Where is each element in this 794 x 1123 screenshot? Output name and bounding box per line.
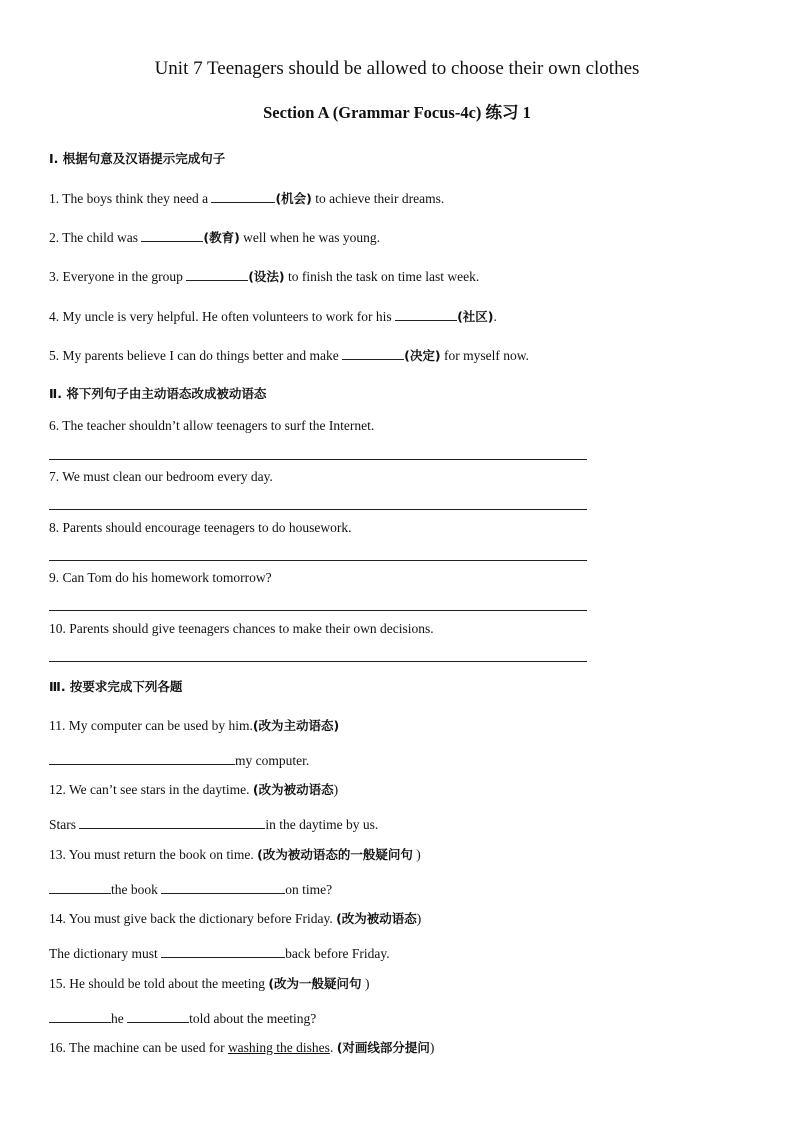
question-4	[49, 306, 497, 325]
answer-text: in the daytime by us.	[265, 817, 379, 832]
question-14	[49, 909, 421, 927]
question-11	[49, 716, 339, 734]
instruction-hint: (改为主动语态)	[252, 718, 340, 733]
answer-text: he	[111, 1011, 128, 1026]
answer-text: the book	[111, 882, 162, 897]
answer-text: back before Friday.	[285, 946, 390, 961]
answer-12	[49, 814, 378, 833]
answer-blank[interactable]	[141, 227, 203, 242]
answer-blank[interactable]	[161, 879, 285, 894]
chinese-hint: (社区)	[457, 309, 494, 324]
question-text: 3. Everyone in the group	[49, 269, 187, 284]
question-text: 12. We can’t see stars in the daytime.	[49, 782, 253, 797]
answer-text: on time?	[285, 882, 333, 897]
question-text: to finish the task on time last week.	[284, 269, 480, 284]
answer-blank[interactable]	[49, 1008, 111, 1023]
instruction-hint: (对画线部分提问	[336, 1040, 430, 1055]
section-3-heading: Ⅲ. 按要求完成下列各题	[49, 679, 183, 694]
hint-close: )	[412, 847, 421, 862]
question-text: 14. You must give back the dictionary before Friday.	[49, 911, 337, 926]
chinese-hint: (决定)	[404, 348, 441, 363]
answer-text: my computer.	[235, 753, 310, 768]
hint-close: )	[333, 782, 339, 797]
underlined-phrase: washing the dishes	[227, 1040, 330, 1055]
instruction-hint: (改为一般疑问句	[268, 976, 362, 991]
instruction-hint: (改为被动语态	[336, 911, 417, 926]
answer-blank[interactable]	[186, 266, 248, 281]
question-3	[49, 266, 479, 285]
answer-text: Stars	[49, 817, 80, 832]
answer-blank[interactable]	[161, 943, 285, 958]
question-text: 5. My parents believe I can do things better and make	[49, 348, 343, 363]
chinese-hint: (设法)	[248, 269, 285, 284]
question-5	[49, 345, 529, 364]
question-10: 10. Parents should give teenagers chances to make their own decisions.	[49, 621, 434, 636]
question-8: 8. Parents should encourage teenagers to do housework.	[49, 520, 352, 535]
answer-blank[interactable]	[211, 188, 275, 203]
question-text: to achieve their dreams.	[311, 191, 445, 206]
question-text: .	[329, 1040, 337, 1055]
answer-14	[49, 943, 390, 962]
question-text: 15. He should be told about the meeting	[49, 976, 269, 991]
question-16	[49, 1038, 434, 1056]
answer-line[interactable]	[49, 560, 587, 561]
answer-text: The dictionary must	[49, 946, 162, 961]
question-2	[49, 227, 380, 246]
answer-line[interactable]	[49, 661, 587, 662]
answer-line[interactable]	[49, 459, 587, 460]
question-text: 1. The boys think they need a	[49, 191, 212, 206]
question-12	[49, 780, 338, 798]
question-text: 11. My computer can be used by him.	[49, 718, 253, 733]
instruction-hint: (改为被动语态	[252, 782, 334, 797]
answer-blank[interactable]	[79, 814, 265, 829]
hint-close: )	[416, 911, 422, 926]
section-2-heading: Ⅱ. 将下列句子由主动语态改成被动语态	[49, 386, 267, 401]
answer-13	[49, 879, 332, 898]
question-text: for myself now.	[440, 348, 529, 363]
chinese-hint: (教育)	[203, 230, 240, 245]
answer-blank[interactable]	[342, 345, 404, 360]
section-1-heading: Ⅰ. 根据句意及汉语提示完成句子	[49, 151, 226, 166]
page-title: Unit 7 Teenagers should be allowed to choose their own clothes	[154, 58, 640, 79]
question-text: well when he was young.	[239, 230, 381, 245]
answer-15	[49, 1008, 316, 1027]
question-text: 13. You must return the book on time.	[49, 847, 258, 862]
answer-blank[interactable]	[127, 1008, 189, 1023]
question-13	[49, 845, 421, 863]
answer-blank[interactable]	[395, 306, 457, 321]
question-text: 16. The machine can be used for	[49, 1040, 228, 1055]
answer-line[interactable]	[49, 610, 587, 611]
hint-close: )	[429, 1040, 435, 1055]
hint-close: )	[361, 976, 370, 991]
question-7: 7. We must clean our bedroom every day.	[49, 469, 273, 484]
page-subtitle: Section A (Grammar Focus-4c) 练习 1	[263, 103, 531, 122]
answer-blank[interactable]	[49, 750, 235, 765]
answer-text: told about the meeting?	[189, 1011, 317, 1026]
question-text: 4. My uncle is very helpful. He often volunteers to work for his	[49, 309, 396, 324]
question-text: .	[493, 309, 497, 324]
instruction-hint: (改为被动语态的一般疑问句	[257, 847, 413, 862]
answer-11	[49, 750, 309, 769]
question-9: 9. Can Tom do his homework tomorrow?	[49, 570, 272, 585]
question-1	[49, 188, 444, 207]
answer-blank[interactable]	[49, 879, 111, 894]
question-6: 6. The teacher shouldn’t allow teenagers to surf the Internet.	[49, 418, 375, 433]
answer-line[interactable]	[49, 509, 587, 510]
question-text: 2. The child was	[49, 230, 142, 245]
chinese-hint: (机会)	[275, 191, 312, 206]
question-15	[49, 974, 369, 992]
